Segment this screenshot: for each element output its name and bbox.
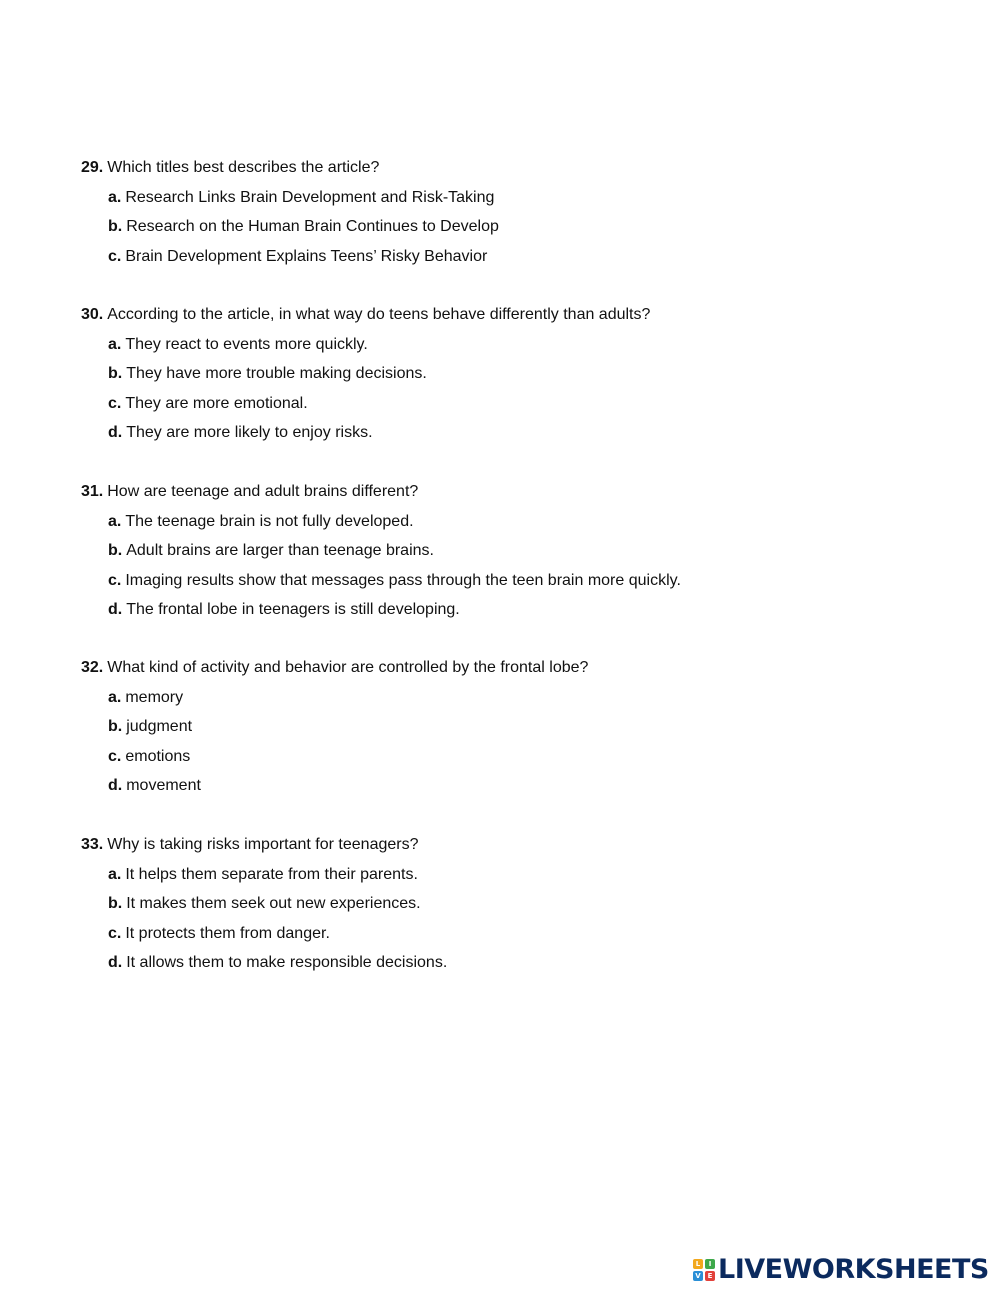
option-text: They are more emotional. <box>125 394 308 412</box>
logo-mark-tile: V <box>693 1271 703 1281</box>
question-number: 30. <box>81 306 104 323</box>
answer-option-a[interactable] <box>81 512 941 542</box>
question-number: 29. <box>81 159 104 176</box>
option-letter: b. <box>108 542 123 559</box>
answer-option-b[interactable] <box>81 717 941 747</box>
question-text: According to the article, in what way do teens behave differently than adults? <box>107 306 651 323</box>
logo-mark-tile: I <box>705 1259 715 1269</box>
option-letter: b. <box>108 718 123 735</box>
option-letter: a. <box>108 188 122 206</box>
answer-option-a[interactable] <box>81 688 941 718</box>
answer-option-b[interactable] <box>81 541 941 571</box>
question-number: 32. <box>81 659 104 676</box>
question-text: What kind of activity and behavior are controlled by the frontal lobe? <box>107 659 589 676</box>
option-text: It protects them from danger. <box>125 924 330 942</box>
option-letter: b. <box>108 895 123 912</box>
option-letter: c. <box>108 247 122 265</box>
logo-mark-tile: E <box>705 1271 715 1281</box>
option-text: Imaging results show that messages pass through the teen brain more quickly. <box>125 571 681 589</box>
option-letter: d. <box>108 777 123 794</box>
logo-mark-tile: L <box>693 1259 703 1269</box>
question-stem <box>81 158 941 188</box>
option-letter: b. <box>108 365 123 382</box>
question-text: How are teenage and adult brains different? <box>107 483 419 500</box>
liveworksheets-logo[interactable] <box>693 1256 989 1284</box>
option-letter: c. <box>108 571 122 589</box>
option-text: Research Links Brain Development and Risk-Taking <box>125 188 495 206</box>
answer-option-a[interactable] <box>81 865 941 895</box>
option-text: The teenage brain is not fully developed. <box>125 512 414 530</box>
question-stem <box>81 305 941 335</box>
answer-option-b[interactable] <box>81 894 941 924</box>
question-30 <box>81 305 941 453</box>
question-stem <box>81 835 941 865</box>
answer-option-d[interactable] <box>81 423 941 453</box>
option-text: They are more likely to enjoy risks. <box>126 424 373 441</box>
option-text: They react to events more quickly. <box>125 335 368 353</box>
question-stem <box>81 482 941 512</box>
answer-option-a[interactable] <box>81 188 941 218</box>
answer-option-b[interactable] <box>81 217 941 247</box>
question-31 <box>81 482 941 630</box>
option-letter: d. <box>108 954 123 971</box>
option-text: memory <box>125 688 184 706</box>
question-33 <box>81 835 941 983</box>
option-letter: c. <box>108 747 122 765</box>
logo-text: LIVEWORKSHEETS <box>718 1254 989 1285</box>
option-letter: a. <box>108 688 122 706</box>
answer-option-c[interactable] <box>81 571 941 601</box>
question-29 <box>81 158 941 276</box>
option-letter: d. <box>108 424 123 441</box>
option-letter: a. <box>108 335 122 353</box>
answer-option-c[interactable] <box>81 247 941 277</box>
answer-option-c[interactable] <box>81 394 941 424</box>
question-text: Why is taking risks important for teenagers? <box>107 836 419 853</box>
option-text: movement <box>126 777 201 794</box>
question-number: 31. <box>81 483 104 500</box>
answer-option-b[interactable] <box>81 364 941 394</box>
question-text: Which titles best describes the article? <box>107 159 380 176</box>
option-text: It helps them separate from their parents. <box>125 865 418 883</box>
answer-option-d[interactable] <box>81 953 941 983</box>
answer-option-a[interactable] <box>81 335 941 365</box>
question-stem <box>81 658 941 688</box>
option-text: emotions <box>125 747 191 765</box>
logo-mark-icon <box>693 1259 715 1281</box>
option-text: Brain Development Explains Teens’ Risky Behavior <box>125 247 488 265</box>
option-text: It makes them seek out new experiences. <box>126 895 421 912</box>
option-letter: d. <box>108 601 123 618</box>
option-text: judgment <box>126 718 193 735</box>
option-letter: c. <box>108 394 122 412</box>
option-letter: b. <box>108 218 123 235</box>
question-32 <box>81 658 941 806</box>
option-text: Research on the Human Brain Continues to Develop <box>126 218 499 235</box>
answer-option-d[interactable] <box>81 776 941 806</box>
answer-option-d[interactable] <box>81 600 941 630</box>
option-text: It allows them to make responsible decisions. <box>126 954 448 971</box>
option-letter: c. <box>108 924 122 942</box>
answer-option-c[interactable] <box>81 924 941 954</box>
option-letter: a. <box>108 512 122 530</box>
answer-option-c[interactable] <box>81 747 941 777</box>
option-text: The frontal lobe in teenagers is still developing. <box>126 601 460 618</box>
option-text: They have more trouble making decisions. <box>126 365 427 382</box>
option-text: Adult brains are larger than teenage brains. <box>126 542 434 559</box>
option-letter: a. <box>108 865 122 883</box>
question-number: 33. <box>81 836 104 853</box>
